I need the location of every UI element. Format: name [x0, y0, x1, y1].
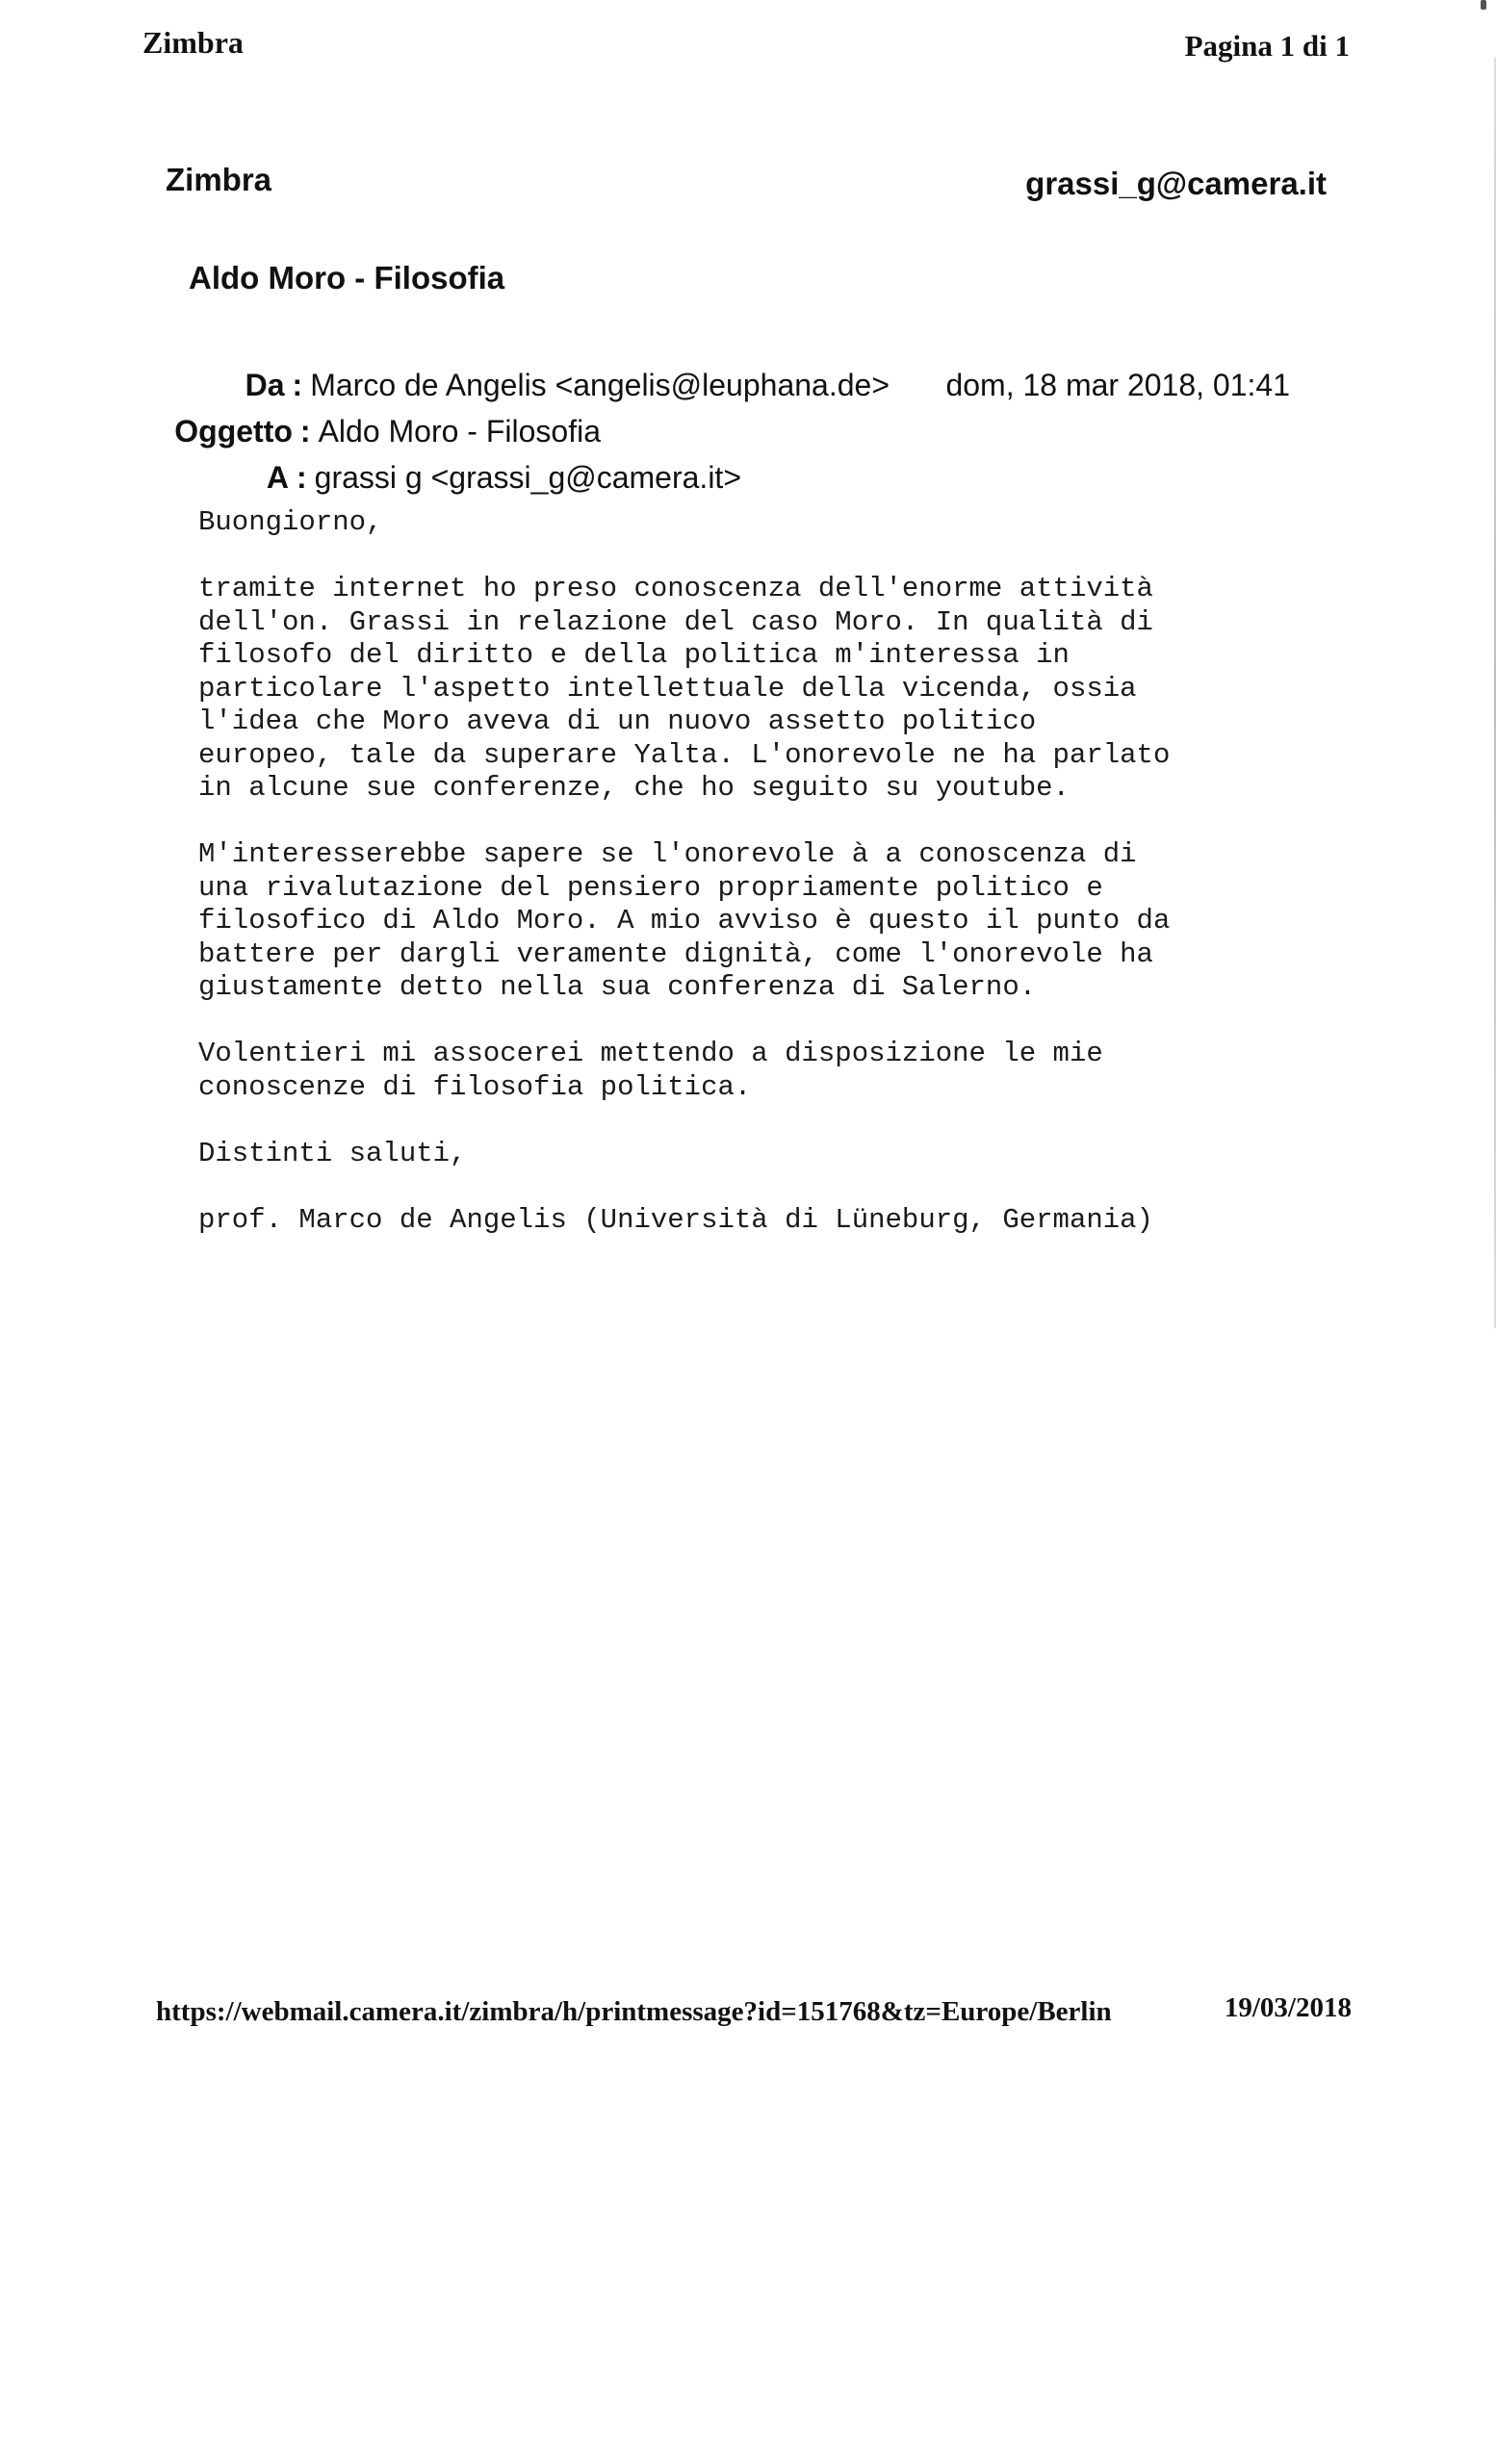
print-header-app: Zimbra	[142, 25, 244, 60]
from-value: Marco de Angelis <angelis@leuphana.de>	[310, 368, 890, 402]
from-label: Da	[245, 368, 285, 402]
from-row	[245, 368, 890, 403]
subject-row	[174, 414, 601, 449]
subject-value: Aldo Moro - Filosofia	[318, 414, 601, 449]
message-title: Aldo Moro - Filosofia	[189, 260, 505, 295]
print-footer-date: 19/03/2018	[1224, 1992, 1352, 2023]
user-email: grassi_g@camera.it	[1025, 166, 1327, 201]
print-footer-url: https://webmail.camera.it/zimbra/h/printmessage?id=151768&tz=Europe/Berlin	[156, 1996, 1112, 2027]
scan-mark	[1481, 0, 1486, 10]
to-separator: :	[297, 460, 307, 495]
subject-separator: :	[299, 414, 311, 449]
message-body: Buongiorno, tramite internet ho preso conoscenza dell'enorme attività dell'on. Grassi in relazione del caso Moro. In qualità di filosofo del diritto e della politica m'interessa in particolare l'aspetto intellettuale della vicenda, ossia l'idea che Moro aveva di un nuovo assetto politico europeo, tale da superare Yalta. L'onorevole ne ha parlato in alcune sue conferenze, che ho seguito su youtube. M'interesserebbe sapere se l'onorevole à a conoscenza di una rivalutazione del pensiero propriamente politico e filosofico di Aldo Moro. A mio avviso è questo il punto da battere per dargli veramente dignità, come l'onorevole ha giustamente detto nella sua conferenza di Salerno. Volentieri mi assocerei mettendo a disposizione le mie conoscenze di filosofia politica. Distinti saluti, prof. Marco de Angelis (Università di Lüneburg, Germania)	[198, 506, 1171, 1236]
app-name: Zimbra	[166, 162, 272, 197]
to-label: A	[266, 460, 289, 495]
to-row	[267, 460, 741, 496]
to-value: grassi g <grassi_g@camera.it>	[314, 460, 741, 495]
print-header-page-number: Pagina 1 di 1	[1184, 29, 1350, 63]
message-date: dom, 18 mar 2018, 01:41	[945, 368, 1290, 402]
subject-label: Oggetto	[174, 414, 293, 449]
from-separator: :	[292, 368, 303, 402]
